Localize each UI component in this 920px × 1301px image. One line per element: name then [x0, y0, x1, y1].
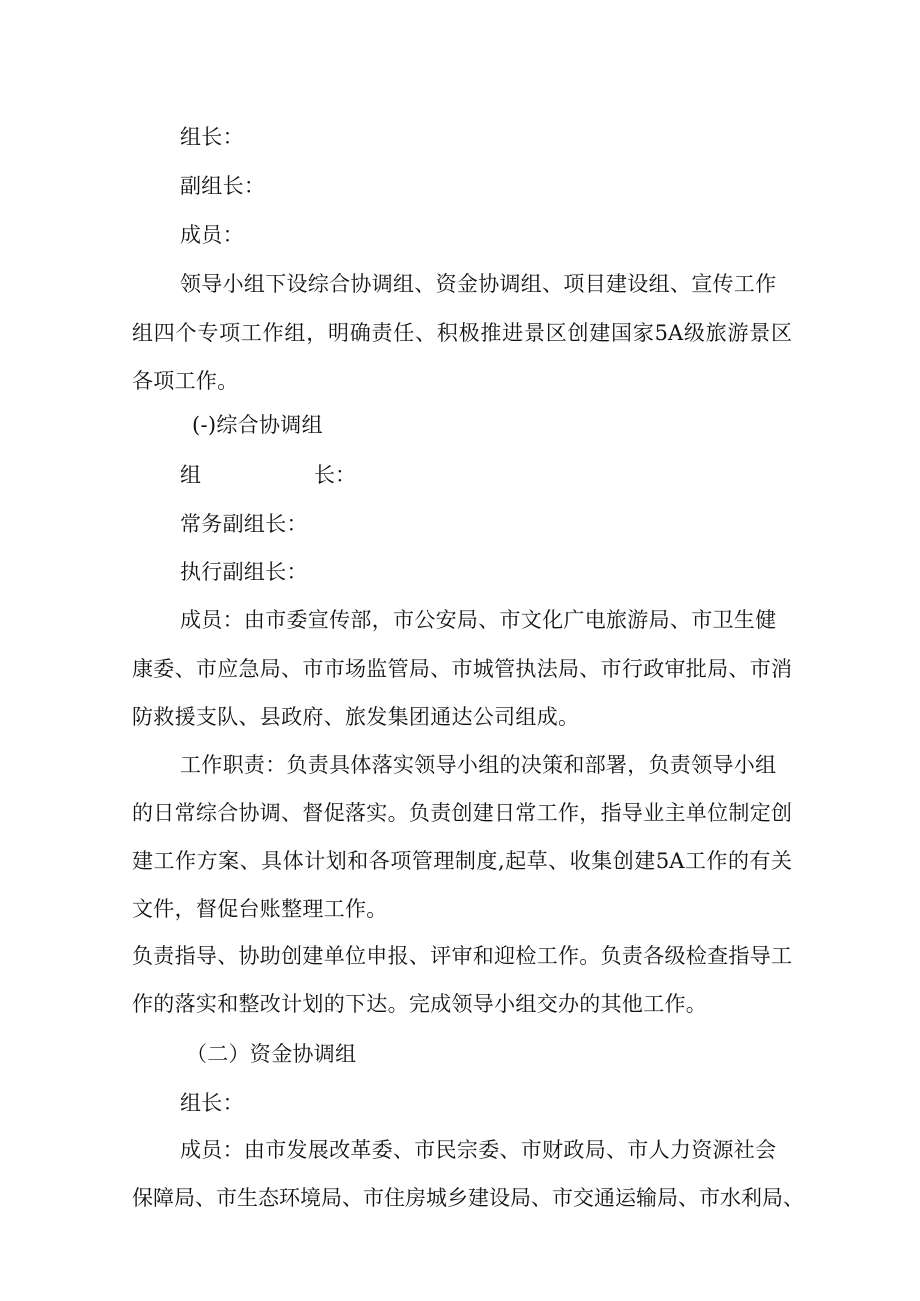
section1-exec-deputy: 常务副组长： [180, 512, 308, 536]
section2-members-line-1: 成员：由市发展改革委、市民宗委、市财政局、市人力资源社会 [180, 1138, 777, 1162]
section2-leader: 组长： [180, 1091, 244, 1115]
section1-members-line-3: 防救援支队、县政府、旅发集团通达公司组成。 [132, 705, 580, 729]
section1-duties-line-6: 作的落实和整改计划的下达。完成领导小组交办的其他工作。 [132, 992, 708, 1016]
section1-acting-deputy: 执行副组长： [180, 560, 308, 584]
section2-heading: （二）资金协调组 [186, 1042, 357, 1066]
section1-duties-line-1: 工作职责：负责具体落实领导小组的决策和部署，负责领导小组 [180, 753, 777, 777]
section1-duties-line-4: 文件，督促台账整理工作。 [132, 897, 388, 921]
leader-label: 组长： [180, 125, 244, 149]
section1-leader-row [180, 460, 356, 490]
section2-members-line-2: 保障局、市生态环境局、市住房城乡建设局、市交通运输局、市水利局、 [132, 1186, 804, 1210]
intro-line-1: 领导小组下设综合协调组、资金协调组、项目建设组、宣传工作 [180, 272, 777, 296]
members-label: 成员： [180, 223, 244, 247]
deputy-leader-label: 副组长： [180, 174, 266, 198]
section1-duties-line-5: 负责指导、协助创建单位申报、评审和迎检工作。负责各级检查指导工 [132, 944, 792, 968]
section1-members-line-2: 康委、市应急局、市市场监管局、市城管执法局、市行政审批局、市消 [132, 657, 792, 681]
section1-duties-line-2: 的日常综合协调、督促落实。负责创建日常工作，指导业主单位制定创 [132, 801, 792, 825]
section1-members-line-1: 成员：由市委宣传部，市公安局、市文化广电旅游局、市卫生健 [180, 608, 777, 632]
section1-heading: (-)综合协调组 [192, 413, 323, 437]
section1-leader-char2: 长： [314, 463, 356, 487]
section1-leader-char1: 组 [180, 463, 201, 487]
intro-line-3: 各项工作。 [132, 369, 239, 393]
section1-duties-line-3: 建工作方案、具体计划和各项管理制度,起草、收集创建5A工作的有关 [132, 849, 792, 873]
intro-line-2: 组四个专项工作组，明确责任、积极推进景区创建国家5A级旅游景区 [132, 321, 792, 345]
